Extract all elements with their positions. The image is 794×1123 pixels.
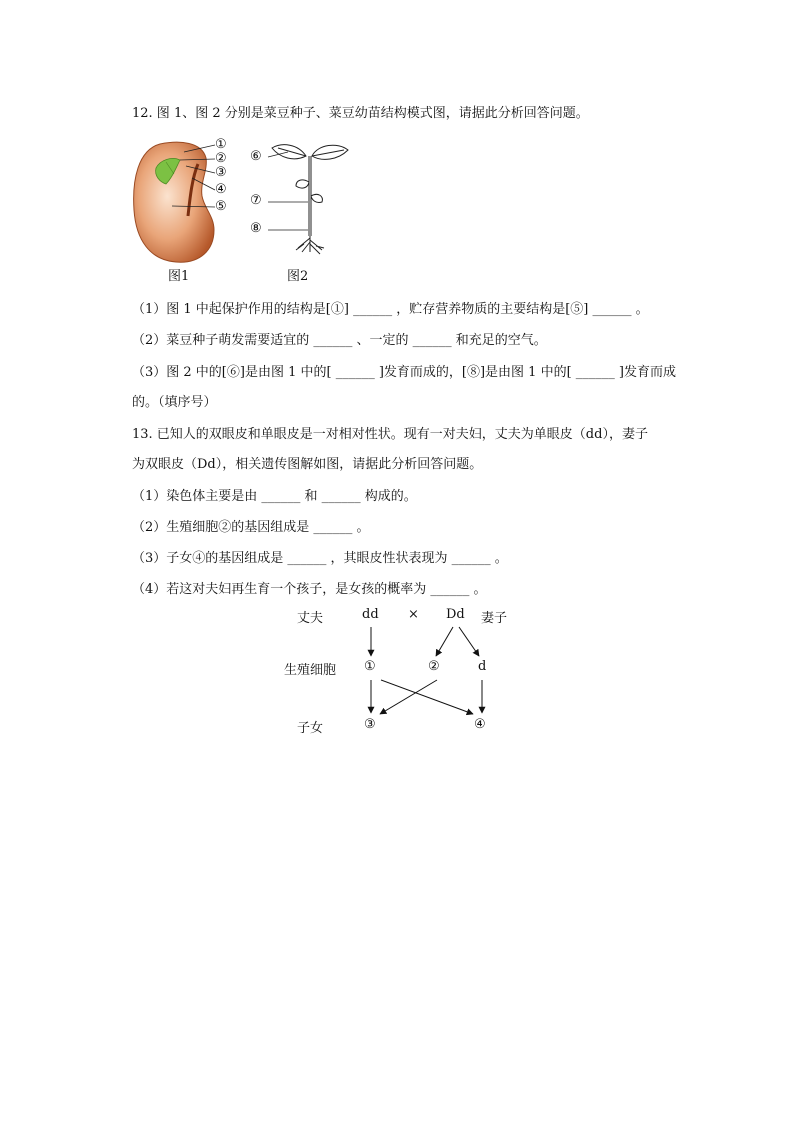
fig2-marker-6: ⑥ [250, 149, 262, 164]
q12-part-3: （3）图 2 中的[⑥]是由图 1 中的[ ______ ]发育而成的，[⑧]是由图 1 中的[ ______ ]发育而成 [132, 365, 676, 380]
diagram-husband-label: 丈夫 [297, 611, 324, 626]
diagram-gamete-1: ① [364, 659, 376, 674]
diagram-offspring-2: ④ [474, 717, 486, 732]
q13-stem-line-1: 13. 已知人的双眼皮和单眼皮是一对相对性状。现有一对夫妇，丈夫为单眼皮（dd），妻子 [132, 427, 648, 442]
fig1-caption: 图1 [168, 269, 190, 284]
q13-part-1: （1）染色体主要是由 ______ 和 ______ 构成的。 [132, 489, 417, 504]
fig1-marker-1: ① [215, 137, 227, 152]
diagram-gamete-3: d [478, 659, 487, 674]
diagram-husband-genotype: dd [362, 607, 379, 622]
fig1-marker-3: ③ [215, 165, 227, 180]
fig2-caption: 图2 [287, 269, 309, 284]
diagram-wife-label: 妻子 [481, 611, 508, 626]
leaf-left-shape [272, 145, 306, 159]
diagram-gamete-row-label: 生殖细胞 [284, 663, 337, 678]
diagram-offspring-1: ③ [364, 717, 376, 732]
q12-part-3-cont: 的。（填序号） [132, 395, 217, 410]
figure-2-bean-seedling [262, 140, 362, 256]
fig2-marker-7: ⑦ [250, 193, 262, 208]
q13-part-3: （3）子女④的基因组成是 ______ ，其眼皮性状表现为 ______ 。 [132, 551, 508, 566]
arrow-Dd-to-d [459, 627, 479, 656]
arrow-Dd-to-2 [436, 627, 453, 656]
q12-part-1: （1）图 1 中起保护作用的结构是[①] ______ ，贮存营养物质的主要结构是[⑤] ______ 。 [132, 302, 649, 317]
q13-part-4: （4）若这对夫妇再生育一个孩子，是女孩的概率为 ______ 。 [132, 582, 487, 597]
fig2-marker-8: ⑧ [250, 221, 262, 236]
diagram-offspring-row-label: 子女 [297, 721, 324, 736]
fig1-marker-4: ④ [215, 182, 227, 197]
arrow-1-to-4 [381, 680, 473, 714]
diagram-cross: × [408, 607, 419, 622]
q13-part-2: （2）生殖细胞②的基因组成是 ______ 。 [132, 520, 370, 535]
diagram-gamete-2: ② [428, 659, 440, 674]
fig1-marker-5: ⑤ [215, 199, 227, 214]
diagram-wife-genotype: Dd [446, 607, 465, 622]
arrow-2-to-3 [380, 680, 437, 714]
q13-stem-line-2: 为双眼皮（Dd），相关遗传图解如图，请据此分析回答问题。 [132, 457, 483, 472]
q12-part-2: （2）菜豆种子萌发需要适宜的 ______ 、一定的 ______ 和充足的空气。 [132, 333, 547, 348]
figure-1-bean-seed [128, 138, 246, 286]
fig1-marker-2: ② [215, 151, 227, 166]
q12-stem: 12. 图 1、图 2 分别是菜豆种子、菜豆幼苗结构模式图，请据此分析回答问题。 [132, 106, 589, 121]
root-shape [296, 236, 324, 254]
